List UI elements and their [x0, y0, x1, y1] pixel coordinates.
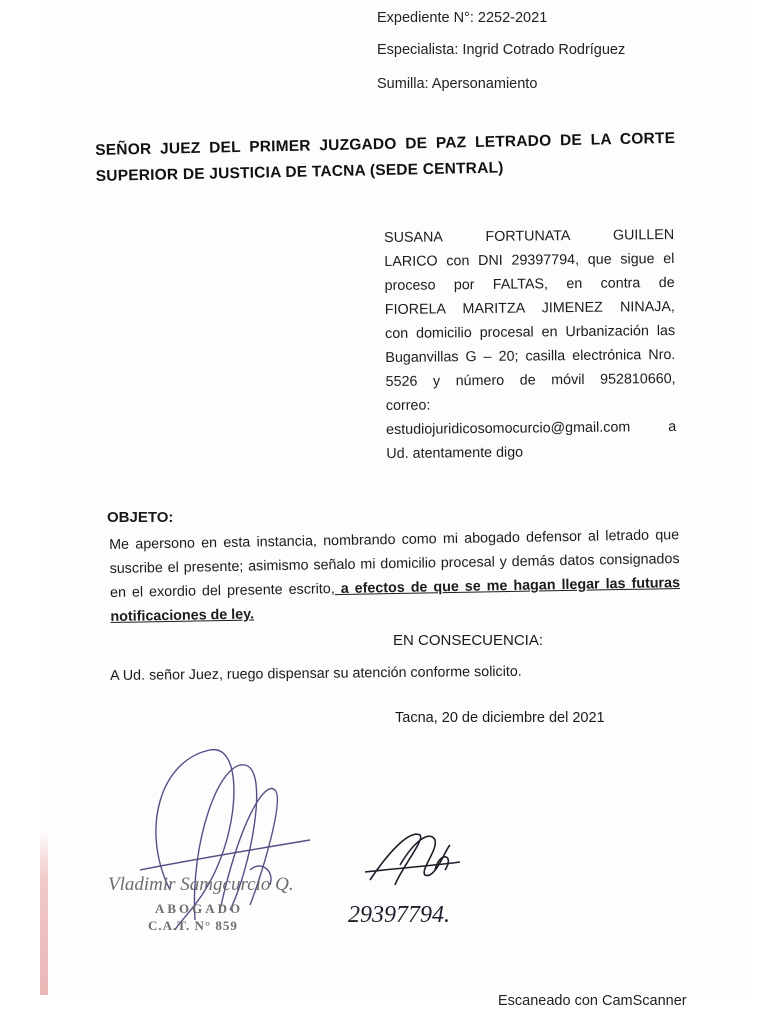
intro-line: FIORELA MARITZA JIMENEZ NINAJA,: [384, 298, 675, 318]
consecuencia-heading: EN CONSECUENCIA:: [393, 632, 544, 649]
date-line: Tacna, 20 de diciembre del 2021: [395, 710, 605, 726]
intro-paragraph: [384, 223, 676, 466]
intro-line: Buganvillas G – 20; casilla electrónica Nro.: [385, 346, 676, 366]
objeto-underlined-text: a efectos de que se me hagan llegar las futuras notificaciones de ley.: [110, 575, 681, 625]
sumilla-line: Sumilla: Apersonamiento: [377, 76, 538, 92]
intro-line: proceso por FALTAS, en contra de: [384, 274, 675, 294]
intro-line: correo:: [385, 397, 431, 414]
addressee-line-1: SEÑOR JUEZ DEL PRIMER JUZGADO DE PAZ LETRADO DE LA CORTE: [95, 129, 676, 159]
stamp-name: Vladimir Samgcurcio Q.: [108, 874, 294, 895]
stamp-reg: C.A.T. N° 859: [148, 918, 238, 933]
addressee-line-2: SUPERIOR DE JUSTICIA DE TACNA (SEDE CENTRAL): [95, 159, 504, 185]
intro-line: con domicilio procesal en Urbanización las: [385, 322, 676, 342]
expediente-line: Expediente N°: 2252-2021: [377, 10, 548, 26]
handwritten-dni: 29397794.: [348, 902, 450, 928]
objeto-text: Me apersono en esta instancia, nombrando como mi abogado defensor al letrado que suscribe el presente; asimismo señalo mi domicilio procesal y demás datos consignados en el exordio del presente escrito,: [109, 527, 680, 601]
intro-line: estudiojuridicosomocurcio@gmail.com a: [386, 418, 677, 438]
especialista-line: Especialista: Ingrid Cotrado Rodríguez: [377, 42, 626, 58]
objeto-title: OBJETO:: [107, 509, 174, 526]
ruego-line: A Ud. señor Juez, ruego dispensar su atención conforme solicito.: [110, 663, 522, 684]
intro-line: LARICO con DNI 29397794, que sigue el: [384, 250, 675, 270]
intro-line: 5526 y número de móvil 952810660,: [385, 370, 676, 390]
intro-line: Ud. atentamente digo: [386, 444, 524, 462]
scan-edge-strip: [40, 830, 48, 995]
stamp-title: ABOGADO: [155, 901, 244, 916]
intro-line: SUSANA FORTUNATA GUILLEN: [384, 226, 675, 246]
objeto-paragraph: [109, 523, 681, 629]
client-signature: [340, 810, 500, 930]
camscanner-footer: Escaneado con CamScanner: [498, 993, 687, 1009]
lawyer-stamp-signature: [100, 720, 360, 980]
